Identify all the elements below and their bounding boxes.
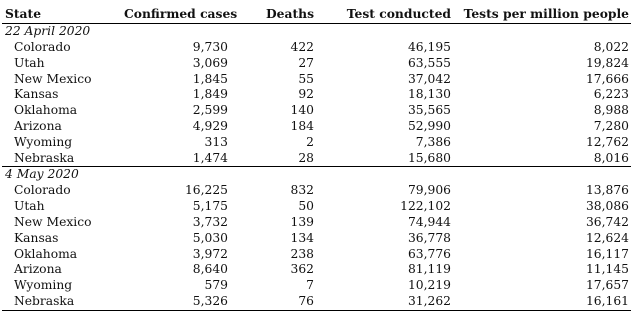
confirmed-cases-cell: 1,845 <box>192 71 228 86</box>
deaths-cell: 76 <box>230 294 316 310</box>
document-page <box>0 3 633 308</box>
tests-conducted-cell: 37,042 <box>407 71 451 86</box>
confirmed-cases-cell: 2,599 <box>192 103 228 118</box>
tests-per-million-cell: 17,666 <box>585 71 629 86</box>
confirmed-cases-cell: 3,972 <box>192 246 228 261</box>
table-row <box>2 103 631 119</box>
state-cell: New Mexico <box>14 214 92 229</box>
deaths-cell: 28 <box>298 150 314 165</box>
table-row <box>2 151 631 167</box>
state-cell: Wyoming <box>14 278 73 293</box>
header-row <box>2 3 631 24</box>
state-cell: Oklahoma <box>14 246 78 261</box>
tests-conducted-cell: 122,102 <box>400 199 451 214</box>
section-title: 22 April 2020 <box>5 24 91 39</box>
table-row <box>2 247 631 263</box>
tests-per-million-cell: 19,824 <box>585 55 629 70</box>
table-row <box>2 262 631 278</box>
tests-conducted-cell: 46,195 <box>407 40 451 54</box>
tests-conducted-cell: 52,990 <box>407 118 451 133</box>
section-header-row <box>2 167 631 184</box>
state-cell: Nebraska <box>14 150 75 165</box>
confirmed-cases-cell: 16,225 <box>184 183 228 198</box>
state-cell: Arizona <box>14 262 62 277</box>
deaths-cell: 184 <box>290 118 314 133</box>
column-header-state: State <box>2 3 122 24</box>
table-row <box>2 72 631 88</box>
confirmed-cases-cell: 1,849 <box>192 87 228 102</box>
tests-conducted-cell: 81,119 <box>407 262 451 277</box>
deaths-cell: 27 <box>298 55 314 70</box>
table-row <box>2 278 631 294</box>
deaths-cell: 92 <box>298 87 314 102</box>
state-cell: Nebraska <box>2 294 122 310</box>
table-row <box>2 183 631 199</box>
table-row <box>2 294 631 310</box>
state-cell: Colorado <box>14 40 71 54</box>
confirmed-cases-cell: 9,730 <box>192 40 228 54</box>
deaths-cell: 140 <box>290 103 314 118</box>
tests-per-million-cell: 17,657 <box>585 278 629 293</box>
tests-per-million-cell: 36,742 <box>585 214 629 229</box>
table-row <box>2 119 631 135</box>
tests-per-million-cell: 8,022 <box>593 40 629 54</box>
section-header-row <box>2 24 631 41</box>
deaths-cell: 2 <box>306 134 314 149</box>
confirmed-cases-cell: 5,030 <box>192 230 228 245</box>
state-cell: New Mexico <box>14 71 92 86</box>
column-header-deaths: Deaths <box>230 3 316 24</box>
tests-per-million-cell: 16,161 <box>453 294 631 310</box>
tests-conducted-cell: 10,219 <box>407 278 451 293</box>
tests-conducted-cell: 63,555 <box>407 55 451 70</box>
section-title: 4 May 2020 <box>2 167 631 184</box>
state-cell: Colorado <box>14 183 71 198</box>
state-cell: Arizona <box>14 118 62 133</box>
tests-conducted-cell: 15,680 <box>407 150 451 165</box>
table-header <box>2 3 631 24</box>
table-row <box>2 40 631 56</box>
deaths-cell: 50 <box>298 199 314 214</box>
deaths-cell: 134 <box>290 230 314 245</box>
covid-data-table <box>2 3 631 311</box>
confirmed-cases-cell: 3,732 <box>192 214 228 229</box>
state-cell: Oklahoma <box>14 103 78 118</box>
tests-per-million-cell: 13,876 <box>585 183 629 198</box>
confirmed-cases-cell: 3,069 <box>192 55 228 70</box>
column-header-tests-conducted: Test conducted <box>316 3 453 24</box>
table-row <box>2 56 631 72</box>
table-row <box>2 199 631 215</box>
table-row <box>2 135 631 151</box>
confirmed-cases-cell: 4,929 <box>192 118 228 133</box>
confirmed-cases-cell: 5,175 <box>192 199 228 214</box>
confirmed-cases-cell: 1,474 <box>192 150 228 165</box>
tests-per-million-cell: 38,086 <box>585 199 629 214</box>
tests-per-million-cell: 12,624 <box>585 230 629 245</box>
tests-per-million-cell: 7,280 <box>593 118 629 133</box>
state-cell: Utah <box>14 55 45 70</box>
tests-conducted-cell: 35,565 <box>407 103 451 118</box>
tests-conducted-cell: 36,778 <box>407 230 451 245</box>
tests-per-million-cell: 6,223 <box>593 87 629 102</box>
tests-conducted-cell: 79,906 <box>407 183 451 198</box>
column-header-tests-per-million: Tests per million people <box>453 3 631 24</box>
tests-conducted-cell: 63,776 <box>407 246 451 261</box>
state-cell: Kansas <box>14 87 59 102</box>
tests-conducted-cell: 74,944 <box>407 214 451 229</box>
deaths-cell: 7 <box>306 278 314 293</box>
deaths-cell: 422 <box>290 40 314 54</box>
tests-conducted-cell: 31,262 <box>316 294 453 310</box>
deaths-cell: 139 <box>290 214 314 229</box>
tests-conducted-cell: 7,386 <box>415 134 451 149</box>
confirmed-cases-cell: 579 <box>204 278 228 293</box>
tests-conducted-cell: 18,130 <box>407 87 451 102</box>
table-row <box>2 231 631 247</box>
state-cell: Kansas <box>14 230 59 245</box>
deaths-cell: 832 <box>290 183 314 198</box>
state-cell: Wyoming <box>14 134 73 149</box>
deaths-cell: 362 <box>290 262 314 277</box>
tests-per-million-cell: 16,117 <box>585 246 629 261</box>
table-row <box>2 215 631 231</box>
column-header-confirmed-cases: Confirmed cases <box>122 3 230 24</box>
state-cell: Utah <box>14 199 45 214</box>
deaths-cell: 238 <box>290 246 314 261</box>
tests-per-million-cell: 12,762 <box>585 134 629 149</box>
table-row <box>2 87 631 103</box>
tests-per-million-cell: 8,016 <box>593 150 629 165</box>
deaths-cell: 55 <box>298 71 314 86</box>
confirmed-cases-cell: 5,326 <box>122 294 230 310</box>
tests-per-million-cell: 8,988 <box>593 103 629 118</box>
confirmed-cases-cell: 8,640 <box>192 262 228 277</box>
table-body <box>2 24 631 311</box>
tests-per-million-cell: 11,145 <box>585 262 629 277</box>
confirmed-cases-cell: 313 <box>204 134 228 149</box>
